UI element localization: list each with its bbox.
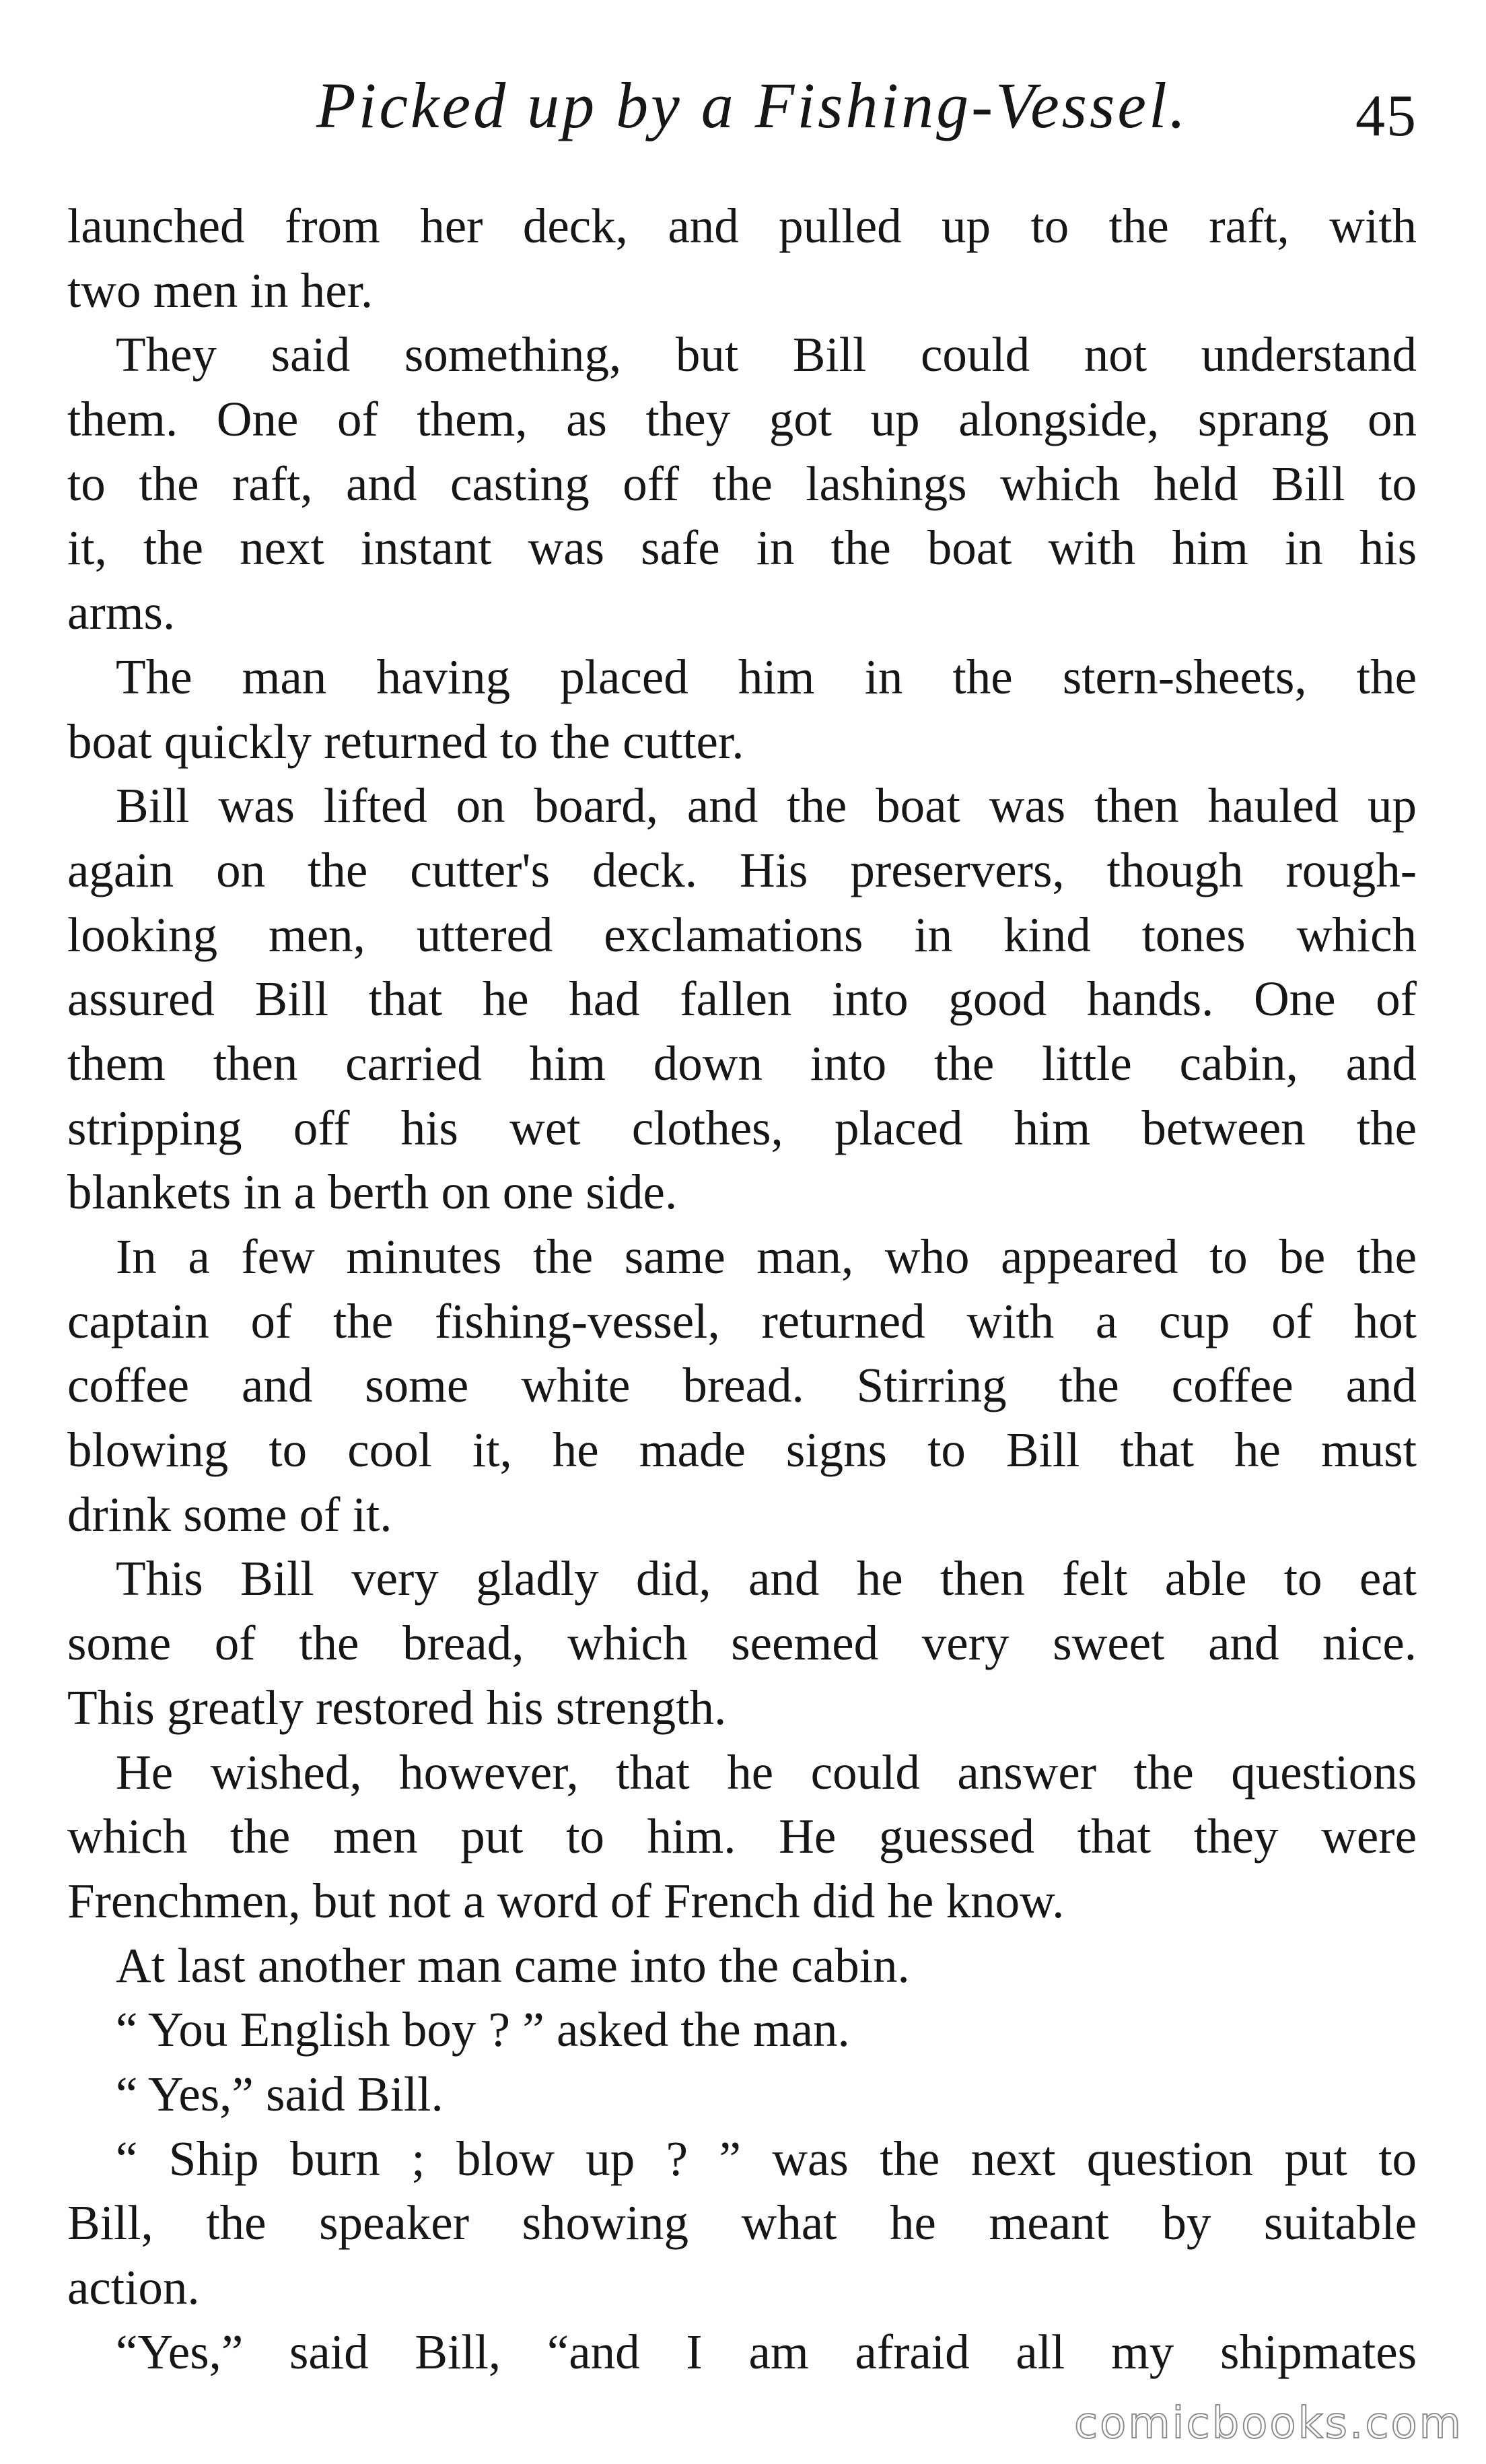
text-line: Bill was lifted on board, and the boat was then hauled up bbox=[116, 778, 1417, 833]
text-line: Frenchmen, but not a word of French did he know. bbox=[67, 1873, 1065, 1928]
text-line: Bill, the speaker showing what he meant by suitable bbox=[67, 2195, 1417, 2251]
text-line: it, the next instant was safe in the boat with him in his bbox=[67, 520, 1417, 576]
text-line: blankets in a berth on one side. bbox=[67, 1165, 678, 1220]
text-line: them. One of them, as they got up alongside, sprang on bbox=[67, 392, 1417, 447]
text-line: drink some of it. bbox=[67, 1486, 392, 1542]
text-line: This greatly restored his strength. bbox=[67, 1680, 727, 1735]
running-title: Picked up by a Fishing-Vessel. bbox=[316, 69, 1189, 141]
body-text bbox=[67, 194, 1417, 2384]
text-line: The man having placed him in the stern-sheets, the bbox=[116, 649, 1417, 704]
text-line: This Bill very gladly did, and he then felt able to eat bbox=[116, 1551, 1417, 1606]
text-line: captain of the fishing-vessel, returned with a cup of hot bbox=[67, 1293, 1417, 1348]
running-header bbox=[0, 62, 1486, 163]
text-line: some of the bread, which seemed very sweet and nice. bbox=[67, 1616, 1417, 1671]
text-line: “Yes,” said Bill, “and I am afraid all my shipmates bbox=[116, 2324, 1417, 2379]
text-line: them then carried him down into the little cabin, and bbox=[67, 1035, 1417, 1091]
text-line: which the men put to him. He guessed that they were bbox=[67, 1809, 1417, 1864]
text-line: two men in her. bbox=[67, 263, 374, 318]
text-line: He wished, however, that he could answer the questions bbox=[116, 1744, 1417, 1800]
text-line: blowing to cool it, he made signs to Bill that he must bbox=[67, 1423, 1417, 1478]
text-line: stripping off his wet clothes, placed him between the bbox=[67, 1100, 1417, 1155]
text-line: launched from her deck, and pulled up to the raft, with bbox=[67, 199, 1417, 253]
page-number: 45 bbox=[1355, 83, 1417, 149]
text-line: looking men, uttered exclamations in kind tones which bbox=[67, 907, 1417, 962]
text-line: action. bbox=[67, 2260, 200, 2315]
text-line: They said something, but Bill could not understand bbox=[116, 327, 1417, 382]
text-line: to the raft, and casting off the lashings which held Bill to bbox=[67, 456, 1417, 511]
text-line: coffee and some white bread. Stirring the coffee and bbox=[67, 1358, 1417, 1413]
text-line: boat quickly returned to the cutter. bbox=[67, 714, 744, 769]
text-line: again on the cutter's deck. His preservers, though rough- bbox=[67, 842, 1417, 897]
text-line: In a few minutes the same man, who appeared to be the bbox=[116, 1229, 1417, 1284]
text-line: At last another man came into the cabin. bbox=[116, 1938, 910, 1993]
text-line: arms. bbox=[67, 585, 176, 640]
text-line: “ Yes,” said Bill. bbox=[116, 2066, 444, 2121]
text-line: “ Ship burn ; blow up ? ” was the next question put to bbox=[116, 2131, 1417, 2186]
text-line: “ You English boy ? ” asked the man. bbox=[116, 2002, 850, 2057]
watermark-logo: comicbooks.com bbox=[1073, 2399, 1463, 2449]
text-line: assured Bill that he had fallen into good hands. One of bbox=[67, 971, 1417, 1027]
